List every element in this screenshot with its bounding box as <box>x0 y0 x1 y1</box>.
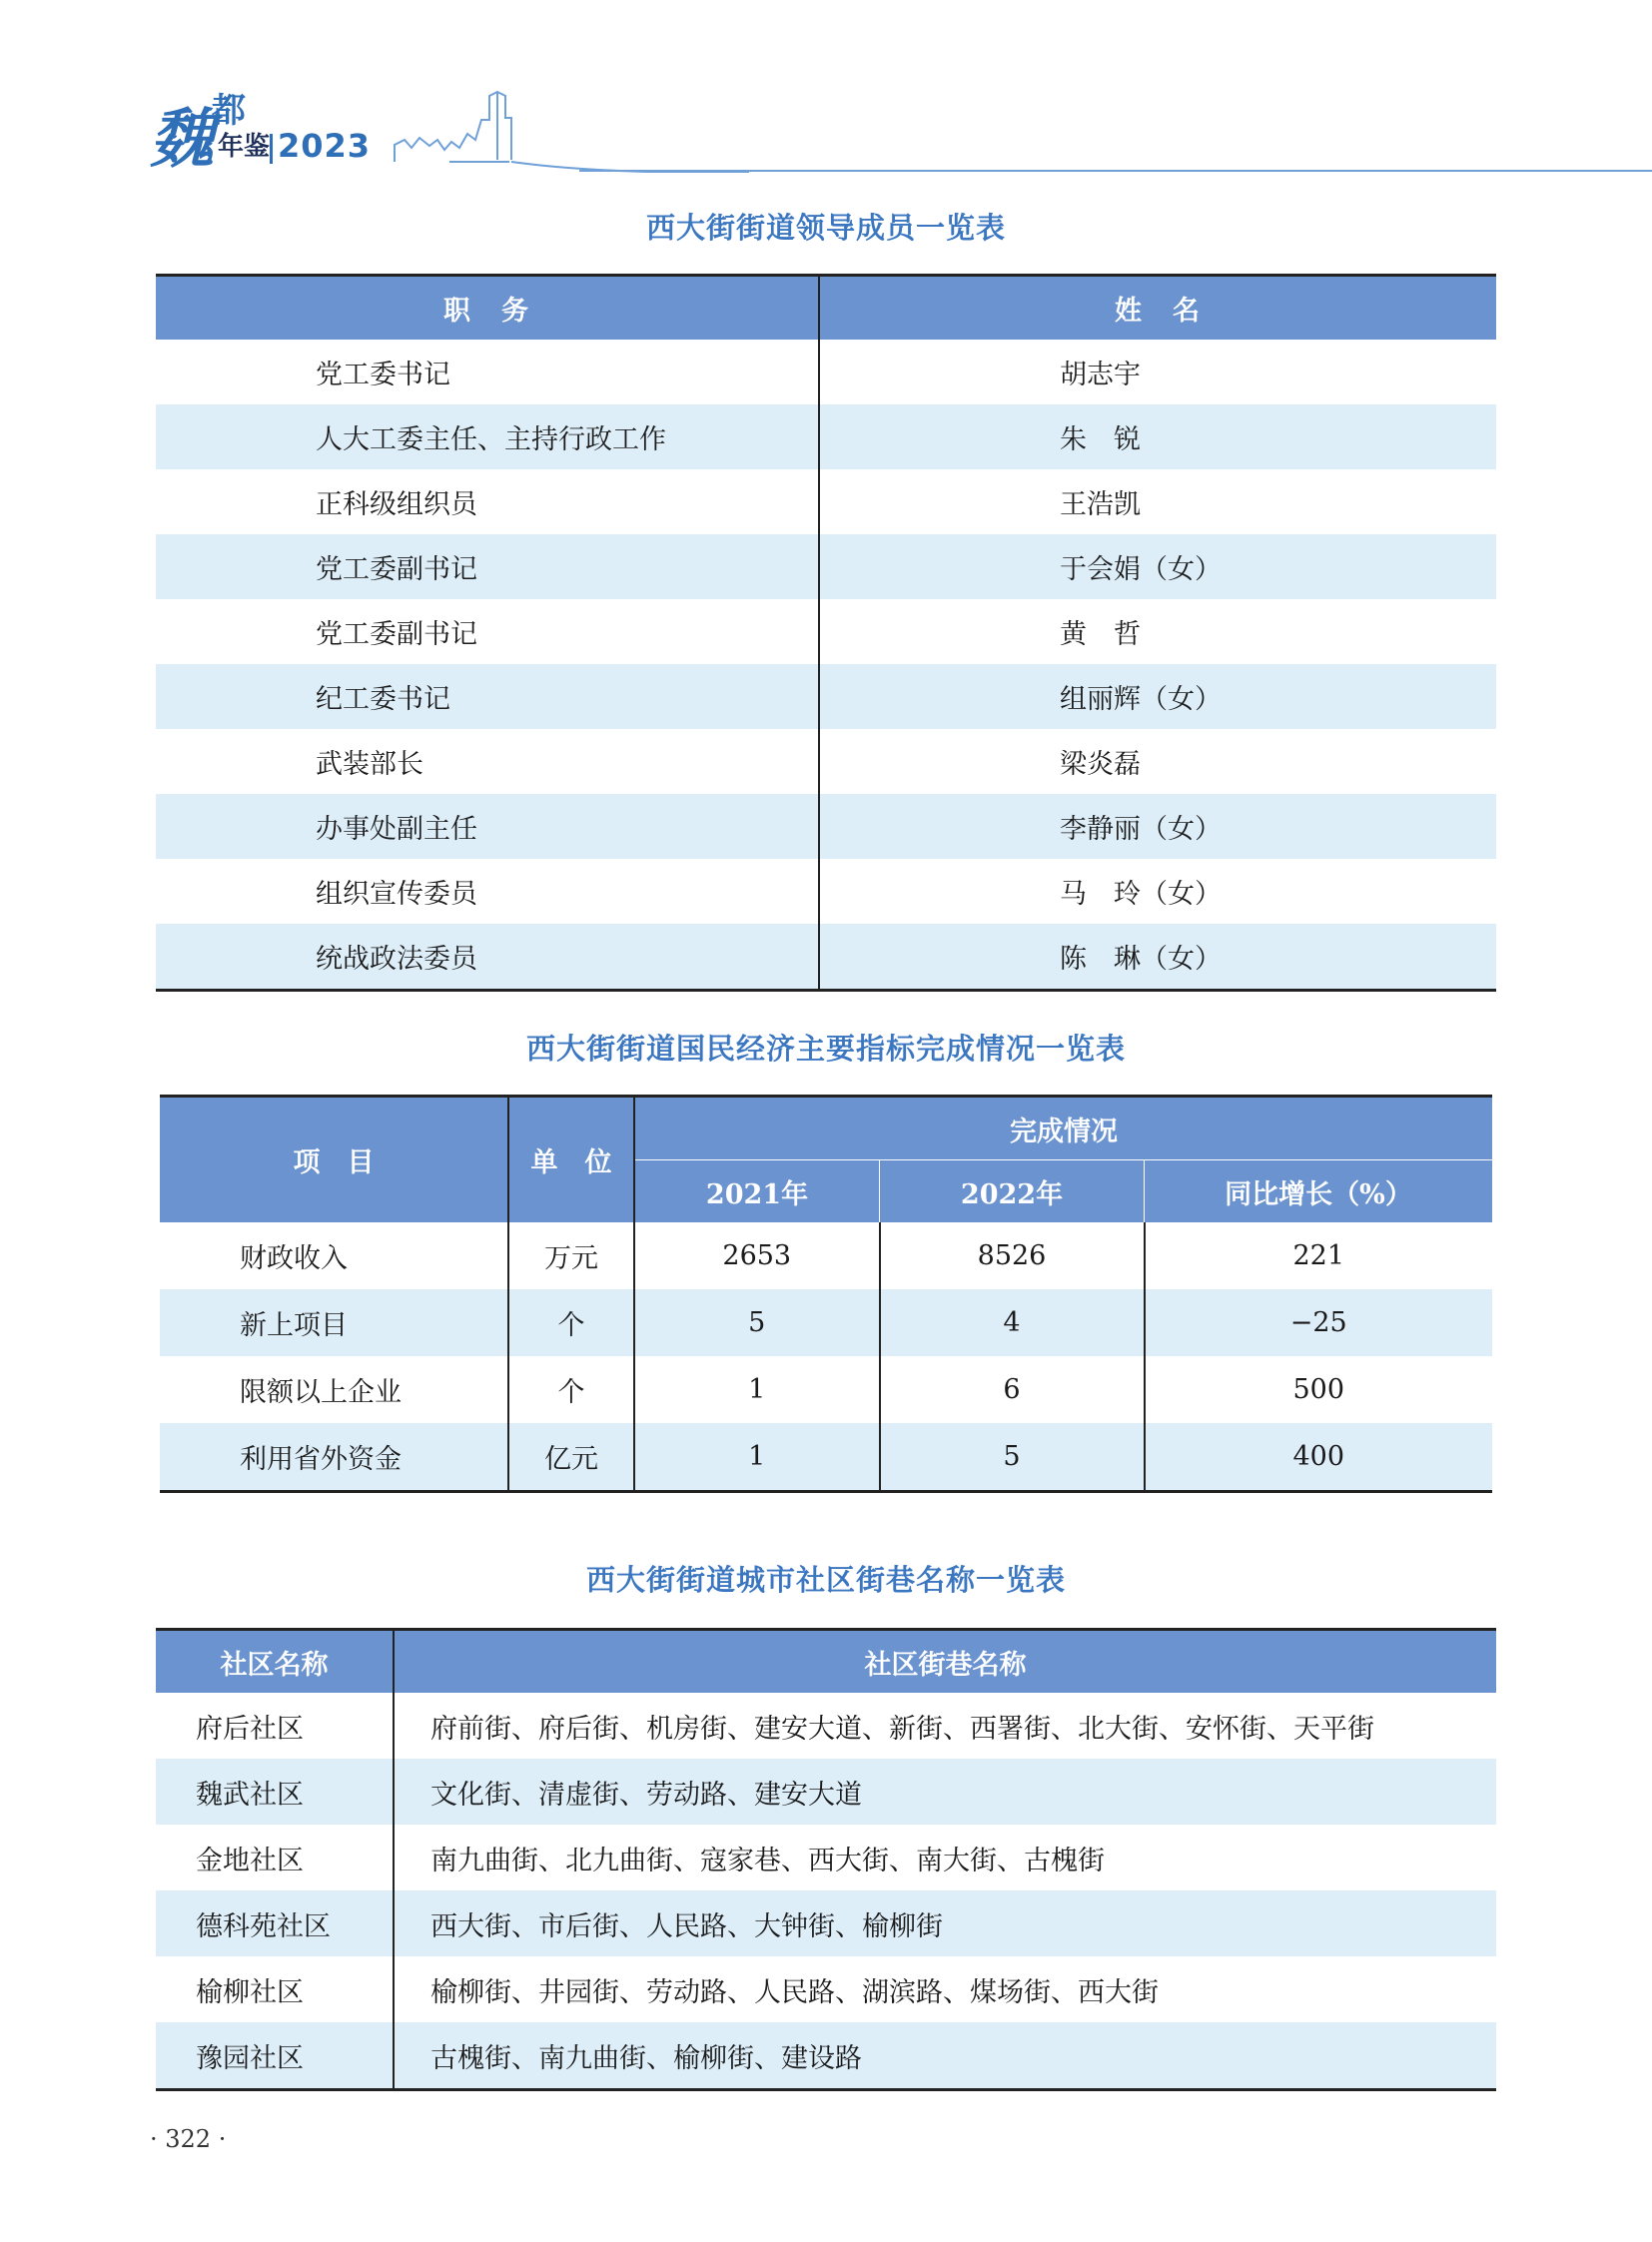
table-row <box>156 924 1496 991</box>
table-row <box>156 1956 1496 2022</box>
cell-2021: 5 <box>634 1289 880 1356</box>
cell-2021: 1 <box>634 1423 880 1492</box>
logo-dou: 都 <box>212 91 246 131</box>
cell-community: 魏武社区 <box>156 1759 394 1825</box>
cell-unit: 个 <box>508 1356 634 1423</box>
header-rule <box>579 170 1652 172</box>
cell-name: 胡志宇 <box>1060 360 1141 390</box>
cell-growth: −25 <box>1145 1289 1493 1356</box>
cell-position: 纪工委书记 <box>156 664 819 729</box>
cell-name: 于会娟（女） <box>819 534 1496 599</box>
header-2022: 2022年 <box>880 1160 1145 1223</box>
skyline-graphic <box>390 90 749 175</box>
cell-position: 党工委书记 <box>156 340 819 404</box>
cell-growth: 400 <box>1145 1423 1493 1492</box>
cell-name: 陈 琳（女） <box>819 924 1496 991</box>
cell-name: 朱 锐 <box>819 404 1496 469</box>
table-row <box>160 1423 1492 1492</box>
page-number: · 322 · <box>150 2125 227 2153</box>
table-row <box>156 1759 1496 1825</box>
cell-position: 办事处副主任 <box>156 794 819 859</box>
cell-item: 财政收入 <box>160 1222 508 1289</box>
cell-streets: 西大街、市后街、人民路、大钟街、榆柳街 <box>394 1890 1496 1956</box>
logo-nianjian: 年鉴 <box>218 132 271 162</box>
cell-name: 黄 哲 <box>1060 619 1141 650</box>
header-item: 项 目 <box>160 1097 508 1223</box>
table-row <box>160 1356 1492 1423</box>
table-row <box>160 1289 1492 1356</box>
cell-community: 金地社区 <box>156 1825 394 1890</box>
cell-name: 王浩凯 <box>1060 489 1141 520</box>
table-row <box>156 1825 1496 1890</box>
table2-title: 西大街街道国民经济主要指标完成情况一览表 <box>525 1032 1126 1066</box>
table-row <box>156 1890 1496 1956</box>
cell-name: 梁炎磊 <box>1060 749 1141 780</box>
cell-community: 榆柳社区 <box>156 1956 394 2022</box>
cell-position: 统战政法委员 <box>156 924 819 991</box>
table3-title: 西大街街道城市社区街巷名称一览表 <box>585 1563 1066 1597</box>
table-row <box>156 859 1496 924</box>
table1-title: 西大街街道领导成员一览表 <box>645 211 1006 245</box>
cell-community: 德科苑社区 <box>156 1890 394 1956</box>
logo-divider <box>270 134 273 164</box>
table-row <box>156 599 1496 664</box>
table-row <box>156 794 1496 859</box>
cell-community: 府后社区 <box>156 1693 394 1759</box>
table-row <box>156 664 1496 729</box>
table-row <box>156 469 1496 534</box>
cell-item: 限额以上企业 <box>160 1356 508 1423</box>
header-name: 姓 名 <box>819 276 1496 341</box>
cell-item: 新上项目 <box>160 1289 508 1356</box>
cell-unit: 亿元 <box>508 1423 634 1492</box>
cell-2021: 2653 <box>634 1222 880 1289</box>
header-community: 社区名称 <box>156 1630 394 1694</box>
cell-name: 组丽辉（女） <box>819 664 1496 729</box>
cell-streets: 文化街、清虚街、劳动路、建安大道 <box>394 1759 1496 1825</box>
header-streets: 社区街巷名称 <box>394 1630 1496 1694</box>
cell-name: 马 玲（女） <box>1060 879 1222 910</box>
cell-streets: 府前街、府后街、机房街、建安大道、新街、西署街、北大街、安怀街、天平街 <box>430 1713 1374 1745</box>
cell-2021: 1 <box>634 1356 880 1423</box>
cell-streets: 南九曲街、北九曲街、寇家巷、西大街、南大街、古槐街 <box>430 1845 1105 1876</box>
cell-2022: 4 <box>880 1289 1145 1356</box>
header-completion: 完成情况 <box>634 1097 1492 1160</box>
cell-position: 党工委副书记 <box>156 599 819 664</box>
header-unit: 单 位 <box>508 1097 634 1223</box>
logo-year: 2023 <box>278 127 372 165</box>
cell-position: 人大工委主任、主持行政工作 <box>156 404 819 469</box>
cell-2022: 6 <box>880 1356 1145 1423</box>
cell-item: 利用省外资金 <box>160 1423 508 1492</box>
cell-unit: 万元 <box>508 1222 634 1289</box>
header-position: 职 务 <box>156 276 819 341</box>
table-row <box>156 340 1496 404</box>
cell-position: 武装部长 <box>156 729 819 794</box>
table-row <box>156 2022 1496 2090</box>
page-header <box>150 90 1652 180</box>
leadership-table <box>156 274 1496 992</box>
table-row <box>160 1222 1492 1289</box>
cell-position: 组织宣传委员 <box>156 859 819 924</box>
cell-name: 李静丽（女） <box>819 794 1496 859</box>
cell-growth: 500 <box>1292 1374 1345 1405</box>
table-row <box>156 1693 1496 1759</box>
community-streets-table <box>156 1628 1496 2091</box>
cell-2022: 5 <box>880 1423 1145 1492</box>
cell-unit: 个 <box>508 1289 634 1356</box>
logo-wei: 魏 <box>150 103 214 177</box>
table-row <box>156 729 1496 794</box>
cell-2022: 8526 <box>880 1222 1145 1289</box>
cell-community: 豫园社区 <box>156 2022 394 2090</box>
cell-position: 党工委副书记 <box>156 534 819 599</box>
table-row <box>156 404 1496 469</box>
table-row <box>156 534 1496 599</box>
cell-streets: 古槐街、南九曲街、榆柳街、建设路 <box>394 2022 1496 2090</box>
economy-table <box>160 1095 1492 1493</box>
header-2021: 2021年 <box>634 1160 880 1223</box>
cell-streets: 榆柳街、井园街、劳动路、人民路、湖滨路、煤场街、西大街 <box>430 1976 1159 2008</box>
header-growth: 同比增长（%） <box>1145 1160 1493 1223</box>
cell-growth: 221 <box>1292 1240 1345 1271</box>
cell-position: 正科级组织员 <box>156 469 819 534</box>
